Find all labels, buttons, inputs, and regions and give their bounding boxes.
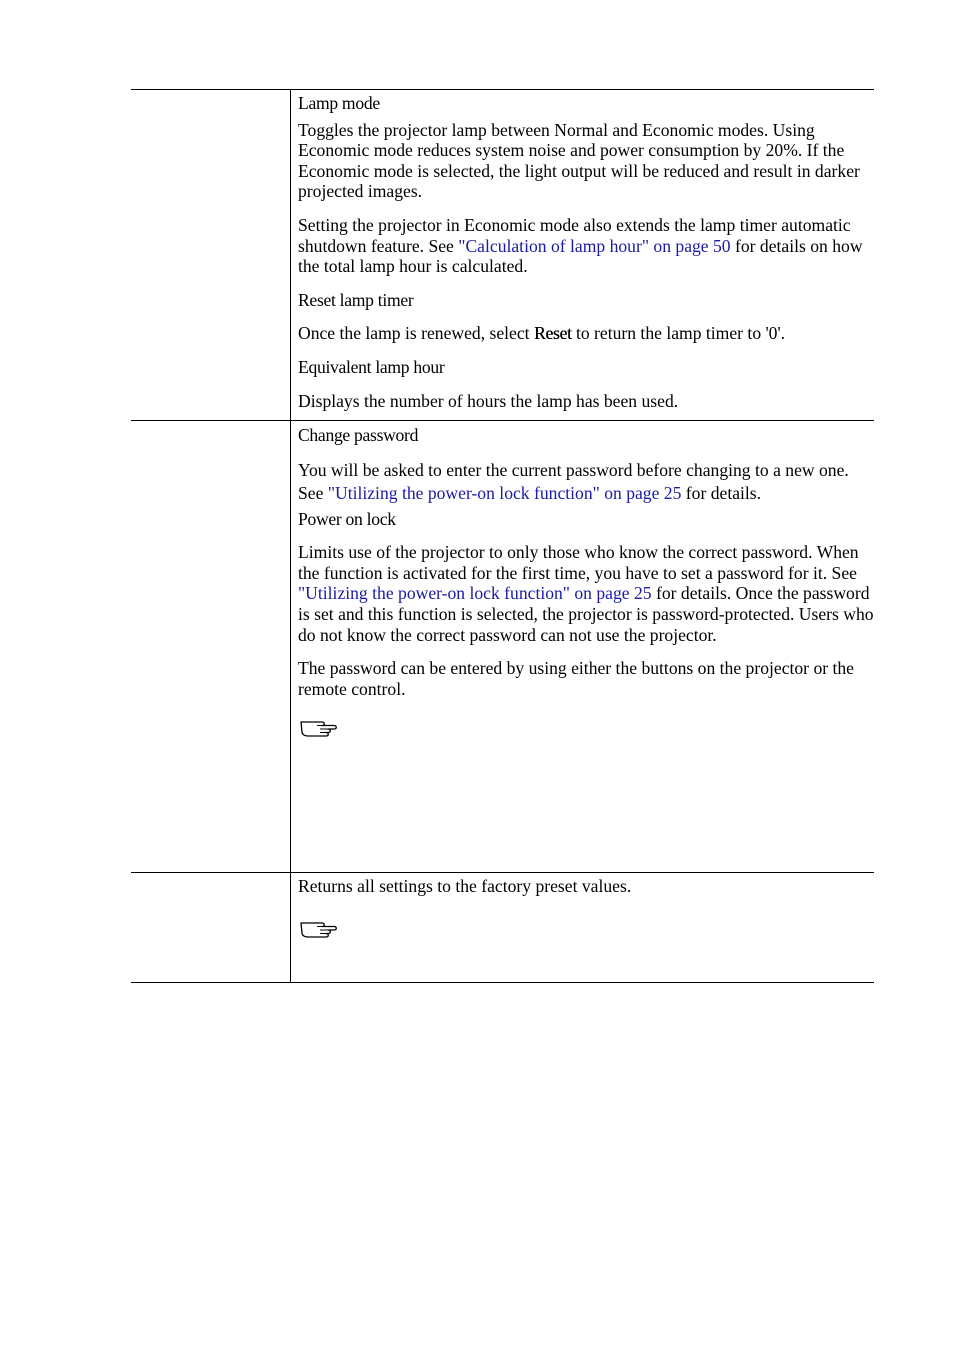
reset-settings-cell xyxy=(291,873,874,982)
reset-lamp-timer-description: Once the lamp is renewed, select Reset to return the lamp timer to '0'. xyxy=(298,323,786,344)
lamp-settings-row xyxy=(131,90,874,421)
lamp-hour-link[interactable]: "Calculation of lamp hour" on page 50 xyxy=(458,235,731,256)
power-on-lock-heading: Power on lock xyxy=(298,508,396,529)
equivalent-lamp-hour-description: Displays the number of hours the lamp has been used. xyxy=(298,390,679,411)
password-settings-row xyxy=(131,421,874,873)
change-password-description: You will be asked to enter the current password before changing to a new one. See "Utilizing the power-on lock function" on page 25 for details. xyxy=(298,459,849,504)
power-on-lock-link[interactable]: "Utilizing the power-on lock function" on page 25 xyxy=(298,583,652,604)
row-label-cell xyxy=(131,90,291,420)
power-on-lock-link[interactable]: "Utilizing the power-on lock function" on page 25 xyxy=(327,483,682,504)
row-label-cell xyxy=(131,421,291,872)
equivalent-lamp-hour-heading: Equivalent lamp hour xyxy=(298,356,445,377)
change-password-heading: Change password xyxy=(298,425,419,445)
power-on-lock-description: Limits use of the projector to only those who know the correct password. When the function is activated for the first time, you have to set a password for it. See "Utilizing the power-on lock function" on page 25 for details. Once the password is set and this function is selected, the projector is password-protected. Users who do not know the correct password can not use the projector. xyxy=(298,542,874,645)
reset-settings-row xyxy=(131,873,874,983)
economic-mode-note: Setting the projector in Economic mode also extends the lamp timer automatic shutdown feature. See "Calculation of lamp hour" on page 50 for details on how the total lamp hour is calculated. xyxy=(298,214,863,277)
password-settings-cell xyxy=(291,421,874,872)
reset-lamp-timer-heading: Reset lamp timer xyxy=(298,289,414,310)
reset-keyword: Reset xyxy=(533,323,572,344)
password-entry-description: The password can be entered by using either the buttons on the projector or the remote control. xyxy=(298,658,854,699)
lamp-mode-description: Toggles the projector lamp between Normal and Economic modes. Using Economic mode reduces system noise and power consumption by 20%. If the Economic mode is selected, the light output will be reduced and result in darker projected images. xyxy=(298,119,860,202)
row-label-cell xyxy=(131,873,291,982)
pointing-hand-icon xyxy=(298,916,338,940)
settings-table xyxy=(131,89,874,983)
pointing-hand-icon xyxy=(298,715,338,739)
lamp-settings-cell xyxy=(291,90,874,420)
lamp-mode-heading: Lamp mode xyxy=(298,93,380,113)
reset-description: Returns all settings to the factory preset values. xyxy=(298,876,632,896)
